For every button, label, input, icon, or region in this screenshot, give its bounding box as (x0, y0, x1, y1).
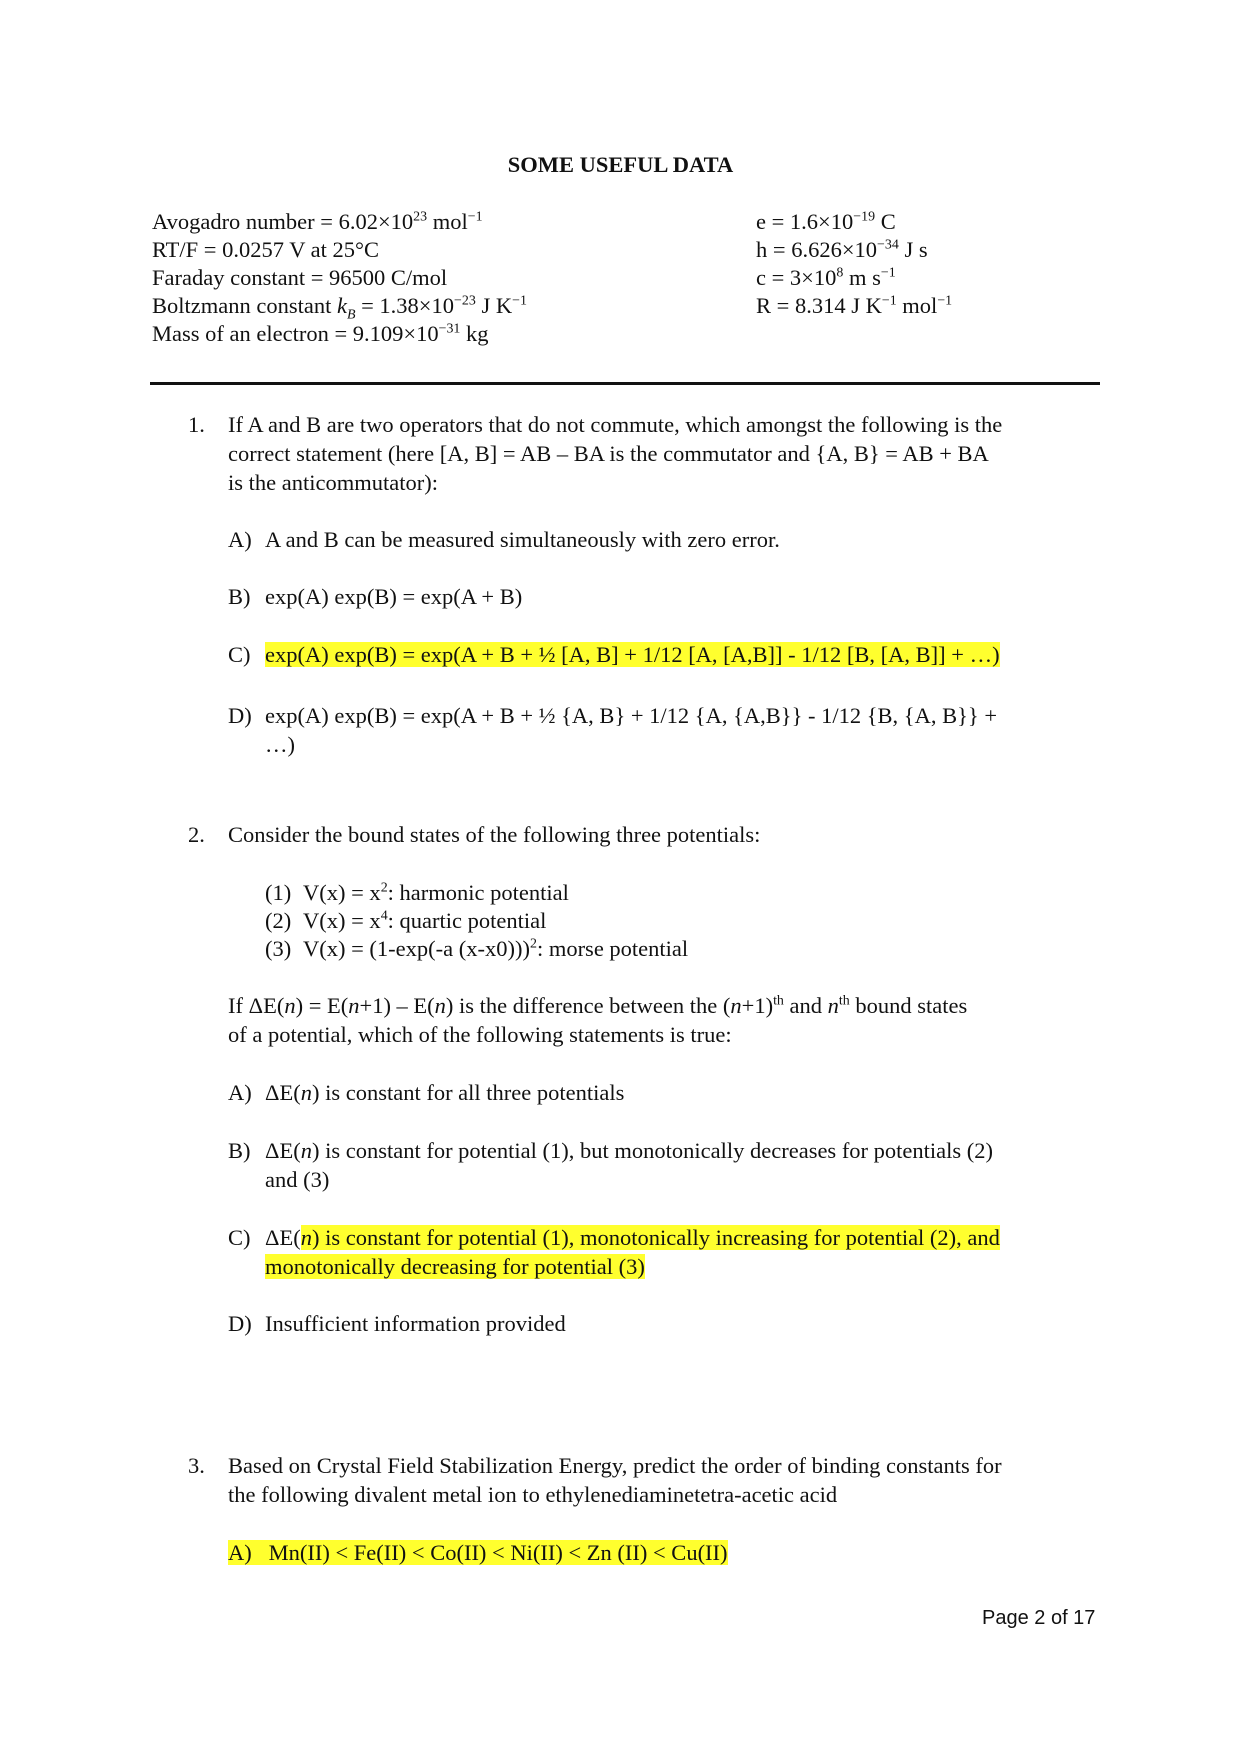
q3-number: 3. (188, 1453, 205, 1478)
q1-option-d-letter: D) (228, 703, 252, 728)
q3-line-2: the following divalent metal ion to ethylenediaminetetra-acetic acid (228, 1482, 838, 1507)
answer-highlight: monotonically decreasing for potential (3) (265, 1254, 645, 1279)
q2-option-c: ΔE(n) is constant for potential (1), monotonically increasing for potential (2), and (265, 1225, 1000, 1250)
constant-rt-f: RT/F = 0.0257 V at 25°C (152, 237, 380, 262)
q1-option-a-letter: A) (228, 527, 252, 552)
q2-option-c-line-2 (265, 1254, 645, 1280)
constant-avogadro: Avogadro number = $6.02\times 10^{23}$ mol$^{-1}$ (152, 209, 483, 234)
q1-option-c (265, 642, 1000, 668)
page-number: Page 2 of 17 (982, 1607, 1096, 1629)
q2-option-a-letter: A) (228, 1080, 252, 1105)
q2-option-b: ΔE(n) is constant for potential (1), but monotonically decreases for potentials (2) (265, 1138, 994, 1163)
answer-highlight: n) is constant for potential (1), monotonically increasing for potential (2), and (300, 1225, 1000, 1250)
q2-potential-1-label: (1) (265, 880, 292, 905)
q2-number: 2. (188, 822, 205, 847)
constant-h: $h = 6.626\times 10^{-34}$ J s (756, 237, 928, 262)
q1-option-d-line-2: …) (265, 732, 295, 757)
q2-potential-2: $V(x) = x^4$: quartic potential (303, 908, 547, 933)
q2-potential-2-label: (2) (265, 908, 292, 933)
page-title: SOME USEFUL DATA (507, 152, 734, 177)
q1-option-b: exp(A) exp(B) = exp(A + B) (265, 584, 523, 609)
q2-option-c-letter: C) (228, 1225, 251, 1250)
constant-electron-mass: Mass of an electron = $9.109\times 10^{-31}$ kg (152, 321, 489, 346)
q1-option-c-letter: C) (228, 642, 251, 667)
q1-line-1: If A and B are two operators that do not commute, which amongst the following is the (228, 412, 1003, 437)
constant-faraday: Faraday constant = 96500 C/mol (152, 265, 448, 290)
q1-option-b-letter: B) (228, 584, 251, 609)
q2-option-b-line-2: and (3) (265, 1167, 330, 1192)
q1-number: 1. (188, 412, 205, 437)
q1-line-2: correct statement (here [A, B] = AB – BA is the commutator and {A, B} = AB + BA (228, 441, 989, 466)
q2-option-d: Insufficient information provided (265, 1311, 566, 1336)
q2-option-a: ΔE(n) is constant for all three potentials (265, 1080, 625, 1105)
q2-potential-3-label: (3) (265, 936, 292, 961)
q2-potential-3: V(x) = (1-exp(-a (x-x0)))$^2$: morse potential (303, 936, 689, 961)
q2-option-b-letter: B) (228, 1138, 251, 1163)
divider-rule (150, 382, 1100, 385)
constant-e: $e = 1.6\times 10^{-19}$ C (756, 209, 896, 234)
q2-line: Consider the bound states of the following three potentials: (228, 822, 761, 847)
answer-highlight: exp(A) exp(B) = exp(A + B + ½ [A, B] + 1/12 [A, [A,B]] - 1/12 [B, [A, B]] + …) (265, 642, 1000, 667)
q1-line-3: is the anticommutator): (228, 470, 438, 495)
q1-option-d: exp(A) exp(B) = exp(A + B + ½ {A, B} + 1/12 {A, {A,B}} - 1/12 {B, {A, B}} + (265, 703, 998, 728)
constant-c: $c = 3\times 10^8$ m $s^{-1}$ (756, 265, 896, 290)
q1-option-a: A and B can be measured simultaneously with zero error. (265, 527, 780, 552)
q2-potential-1: $V(x) = x^2$: harmonic potential (303, 880, 569, 905)
q2-option-d-letter: D) (228, 1311, 252, 1336)
constant-boltzmann: Boltzmann constant $k_B = 1.38\times 10^{-23}$ J $K^{-1}$ (152, 293, 527, 323)
q3-option-a (228, 1540, 728, 1566)
answer-highlight: A) Mn(II) < Fe(II) < Co(II) < Ni(II) < Zn (II) < Cu(II) (228, 1540, 728, 1565)
q3-line-1: Based on Crystal Field Stabilization Energy, predict the order of binding constants for (228, 1453, 1002, 1478)
constant-r: R = 8.314 J $K^{-1}$ mol$^{-1}$ (756, 293, 953, 318)
q2-premise-line-1: If ΔE(n) = E(n+1) – E(n) is the difference between the $(n+1)^{th}$ and $n^{th}$ bound states (228, 993, 968, 1018)
q2-premise-line-2: of a potential, which of the following statements is true: (228, 1022, 732, 1047)
